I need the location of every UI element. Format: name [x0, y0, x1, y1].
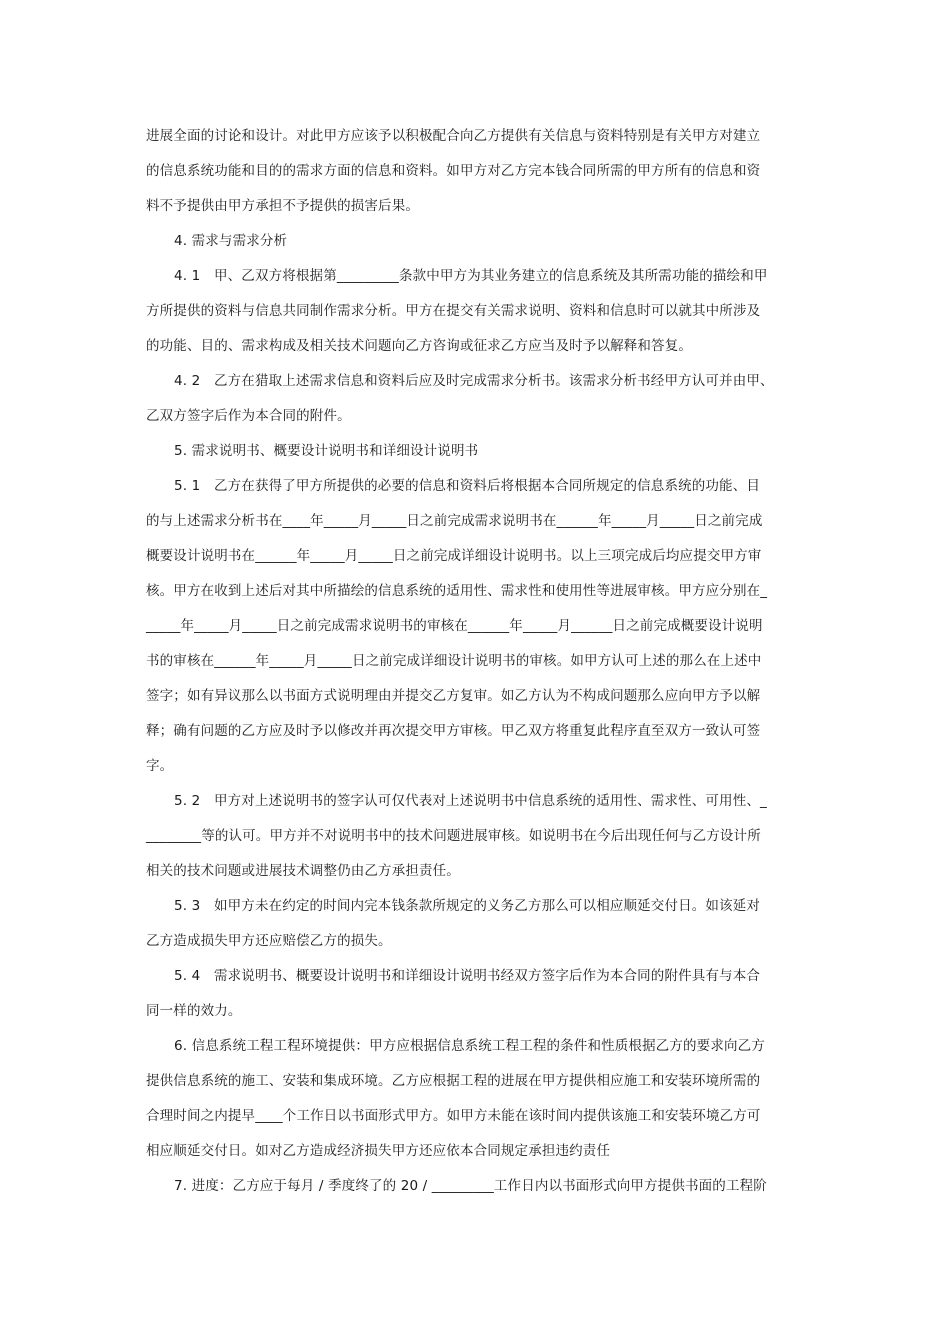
text-line: 核。甲方在收到上述后对其中所描绘的信息系统的适用性、需求性和使用性等进展审核。甲方应分别在_: [146, 583, 768, 599]
section-heading: 5. 需求说明书、概要设计说明书和详细设计说明书: [174, 443, 479, 459]
text-line: 提供信息系统的施工、安装和集成环境。乙方应根据工程的进展在甲方提供相应施工和安装环境所需的: [146, 1073, 761, 1089]
text-line: 书的审核在______年_____月_____日之前完成详细设计说明书的审核。如甲方认可上述的那么在上述中: [146, 653, 762, 669]
text-line: 6. 信息系统工程工程环境提供：甲方应根据信息系统工程工程的条件和性质根据乙方的要求向乙方: [174, 1038, 765, 1054]
text-line: 合理时间之内提早____个工作日以书面形式甲方。如甲方未能在该时间内提供该施工和安装环境乙方可: [146, 1108, 761, 1124]
text-line: 5. 4 需求说明书、概要设计说明书和详细设计说明书经双方签字后作为本合同的附件具有与本合: [174, 968, 761, 984]
text-line: 7. 进度：乙方应于每月 / 季度终了的 20 / _________工作日内以书面形式向甲方提供书面的工程阶: [174, 1178, 767, 1194]
text-line: 4. 1 甲、乙双方将根据第_________条款中甲方为其业务建立的信息系统及其所需功能的描绘和甲: [174, 268, 768, 284]
text-line: 乙双方签字后作为本合同的附件。: [146, 408, 351, 424]
text-line: 签字；如有异议那么以书面方式说明理由并提交乙方复审。如乙方认为不构成问题那么应向甲方予以解: [146, 688, 761, 704]
text-line: 的与上述需求分析书在____年_____月_____日之前完成需求说明书在______年_____月_____日之前完成: [146, 513, 763, 529]
text-line: 5. 1 乙方在获得了甲方所提供的必要的信息和资料后将根据本合同所规定的信息系统的功能、目: [174, 478, 761, 494]
text-line: 乙方造成损失甲方还应赔偿乙方的损失。: [146, 933, 392, 949]
section-heading: 4. 需求与需求分析: [174, 233, 288, 249]
text-line: 5. 3 如甲方未在约定的时间内完本钱条款所规定的义务乙方那么可以相应顺延交付日。如该延对: [174, 898, 761, 914]
text-line: 料不予提供由甲方承担不予提供的损害后果。: [146, 198, 419, 214]
text-line: 相应顺延交付日。如对乙方造成经济损失甲方还应依本合同规定承担违约责任: [146, 1143, 611, 1159]
text-line: 概要设计说明书在______年_____月_____日之前完成详细设计说明书。以上三项完成后均应提交甲方审: [146, 548, 762, 564]
text-line: 的功能、目的、需求构成及相关技术问题向乙方咨询或征求乙方应当及时予以解释和答复。: [146, 338, 692, 354]
text-line: 进展全面的讨论和设计。对此甲方应该予以积极配合向乙方提供有关信息与资料特别是有关甲方对建立: [146, 128, 761, 144]
text-line: 的信息系统功能和目的的需求方面的信息和资料。如甲方对乙方完本钱合同所需的甲方所有的信息和资: [146, 163, 761, 179]
text-line: 4. 2 乙方在猎取上述需求信息和资料后应及时完成需求分析书。该需求分析书经甲方认可并由甲、: [174, 373, 774, 389]
text-line: 字。: [146, 758, 174, 774]
text-line: 同一样的效力。: [146, 1003, 242, 1019]
text-line: 释；确有问题的乙方应及时予以修改并再次提交甲方审核。甲乙双方将重复此程序直至双方一致认可签: [146, 723, 761, 739]
text-line: ________等的认可。甲方并不对说明书中的技术问题进展审核。如说明书在今后出现任何与乙方设计所: [146, 828, 761, 844]
text-line: _____年_____月_____日之前完成需求说明书的审核在______年_____月______日之前完成概要设计说明: [146, 618, 763, 634]
text-line: 5. 2 甲方对上述说明书的签字认可仅代表对上述说明书中信息系统的适用性、需求性、可用性、_: [174, 793, 767, 809]
text-line: 方所提供的资料与信息共同制作需求分析。甲方在提交有关需求说明、资料和信息时可以就其中所涉及: [146, 303, 761, 319]
text-line: 相关的技术问题或进展技术调整仍由乙方承担责任。: [146, 863, 460, 879]
